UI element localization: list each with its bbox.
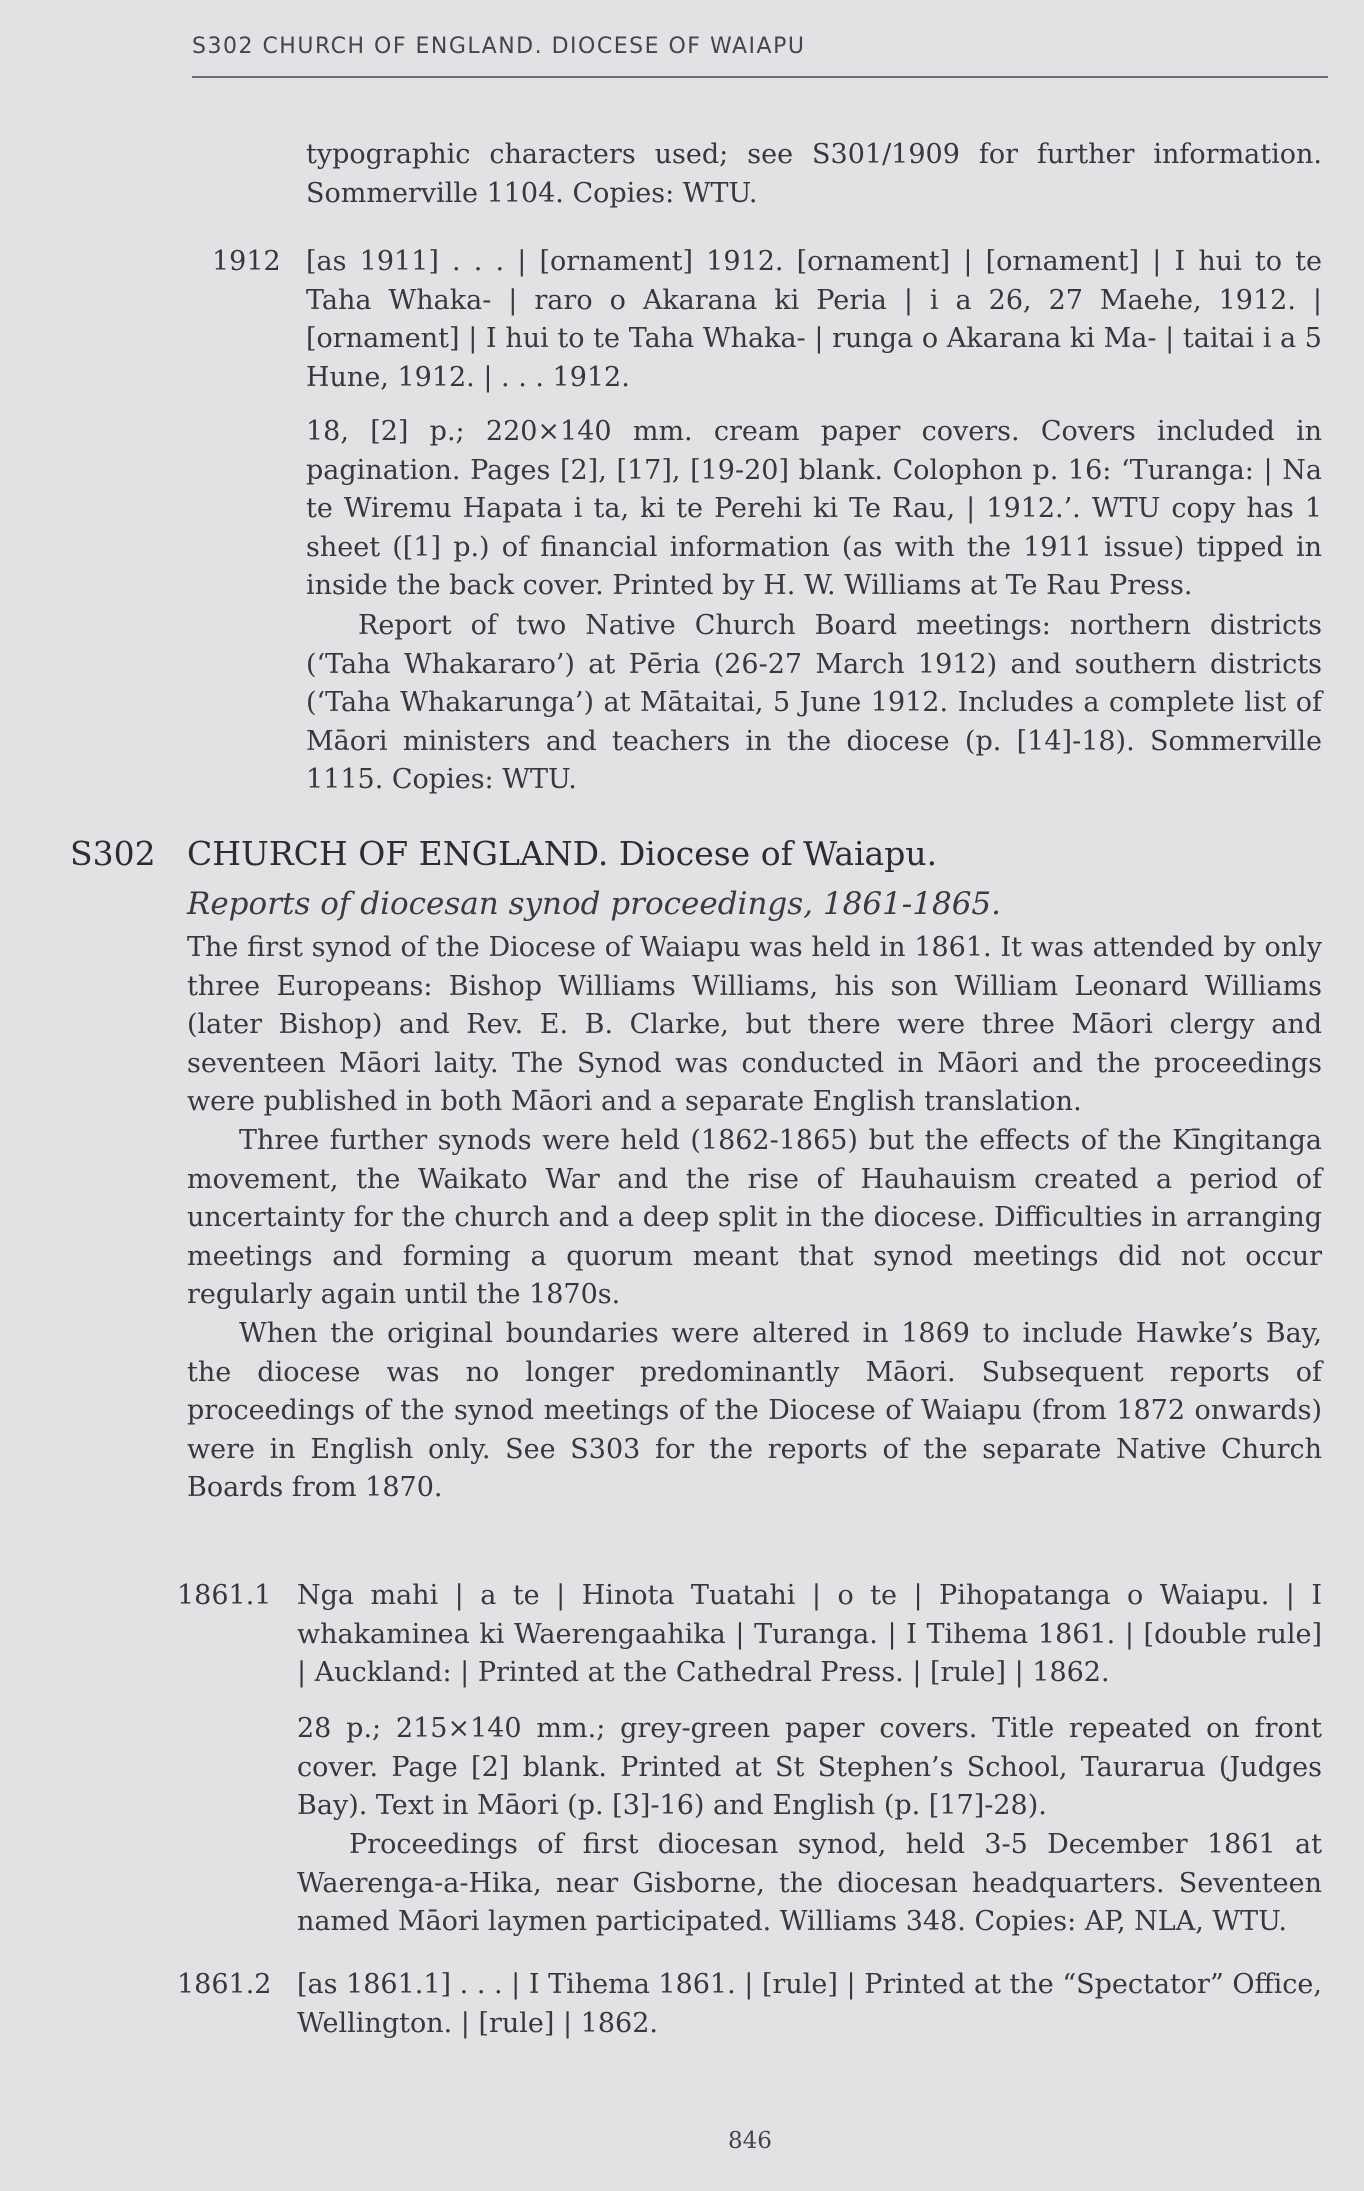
entry-1912-title xyxy=(212,243,1322,397)
entry-1912-description: 18, [2] p.; 220×140 mm. cream paper covers. Covers included in pagination. Pages [2], [17], [19-20] blank. Colophon p. 16: ‘Turanga: | Na te Wiremu Hapata i ta, ki te Perehi ki Te Rau, | 1912.’. WTU copy has 1 sheet ([1] p.) of financial information (as with the 1911 issue) tipped in inside the back cover. Printed by H. W. Williams at Te Rau Press. xyxy=(306,416,1322,601)
entry-1861-2-title xyxy=(177,1966,1322,2043)
intro-paragraph-1: The first synod of the Diocese of Waiapu was held in 1861. It was attended by only three Europeans: Bishop Williams Williams, his son William Leonard Williams (later Bishop) and Rev. E. B. Clarke, but there were three Māori clergy and seventeen Māori laity. The Synod was conducted in Māori and the proceedings were published in both Māori and a separate English translation. xyxy=(187,932,1322,1117)
entry-code: S302 xyxy=(70,834,156,873)
entry-1912-note: Report of two Native Church Board meetings: northern districts (‘Taha Whakararo’) at Pēria (26-27 March 1912) and southern districts (‘Taha Whakarunga’) at Mātaitai, 5 June 1912. Includes a complete list of Māori ministers and teachers in the diocese (p. [14]-18). Sommerville 1115. Copies: WTU. xyxy=(306,610,1322,795)
entry-1861-1-title-text: Nga mahi | a te | Hinota Tuatahi | o te | Pihopatanga o Waiapu. | I whakaminea ki Waerengaahika | Turanga. | I Tihema 1861. | [double rule] | Auckland: | Printed at the Cathedral Press. | [rule] | 1862. xyxy=(297,1580,1322,1688)
entry-heading: CHURCH OF ENGLAND. Diocese of Waiapu. xyxy=(187,834,938,873)
header-rule xyxy=(192,76,1328,78)
intro-paragraph-2: Three further synods were held (1862-1865) but the effects of the Kīngitanga movement, the Waikato War and the rise of Hauhauism created a period of uncertainty for the church and a deep split in the diocese. Difficulties in arranging meetings and forming a quorum meant that synod meetings did not occur regularly again until the 1870s. xyxy=(187,1125,1322,1310)
entry-1861-1-description: 28 p.; 215×140 mm.; grey-green paper covers. Title repeated on front cover. Page [2] blank. Printed at St Stephen’s School, Taurarua (Judges Bay). Text in Māori (p. [3]-16) and English (p. [17]-28). xyxy=(297,1713,1322,1821)
entry-subtitle: Reports of diocesan synod proceedings, 1861-1865. xyxy=(187,886,1001,922)
entry-1861-1-number: 1861.1 xyxy=(177,1580,272,1611)
intro-paragraph-3: When the original boundaries were altered in 1869 to include Hawke’s Bay, the diocese was no longer predominantly Māori. Subsequent reports of proceedings of the synod meetings of the Diocese of Waiapu (from 1872 onwards) were in English only. See S303 for the reports of the separate Native Church Boards from 1870. xyxy=(187,1318,1322,1503)
entry-1912-number: 1912 xyxy=(212,246,281,277)
page-number: 846 xyxy=(728,2128,772,2154)
entry-1912-title-text: [as 1911] . . . | [ornament] 1912. [ornament] | [ornament] | I hui to te Taha Whaka- | raro o Akarana ki Peria | i a 26, 27 Maehe, 1912. | [ornament] | I hui to te Taha Whaka- | runga o Akarana ki Ma- | taitai i a 5 Hune, 1912. | . . . 1912. xyxy=(306,246,1322,393)
running-head: S302 CHURCH OF ENGLAND. DIOCESE OF WAIAPU xyxy=(192,34,806,59)
entry-1861-1-title xyxy=(177,1577,1322,1693)
entry-1861-2-title-text: [as 1861.1] . . . | I Tihema 1861. | [rule] | Printed at the “Spectator” Office, Wellington. | [rule] | 1862. xyxy=(297,1969,1322,2039)
entry-1861-2-number: 1861.2 xyxy=(177,1969,272,2000)
continued-paragraph: typographic characters used; see S301/1909 for further information. Sommerville 1104. Copies: WTU. xyxy=(306,139,1322,209)
entry-1861-1-note: Proceedings of first diocesan synod, held 3-5 December 1861 at Waerenga-a-Hika, near Gisborne, the diocesan headquarters. Seventeen named Māori laymen participated. Williams 348. Copies: AP, NLA, WTU. xyxy=(297,1829,1322,1937)
